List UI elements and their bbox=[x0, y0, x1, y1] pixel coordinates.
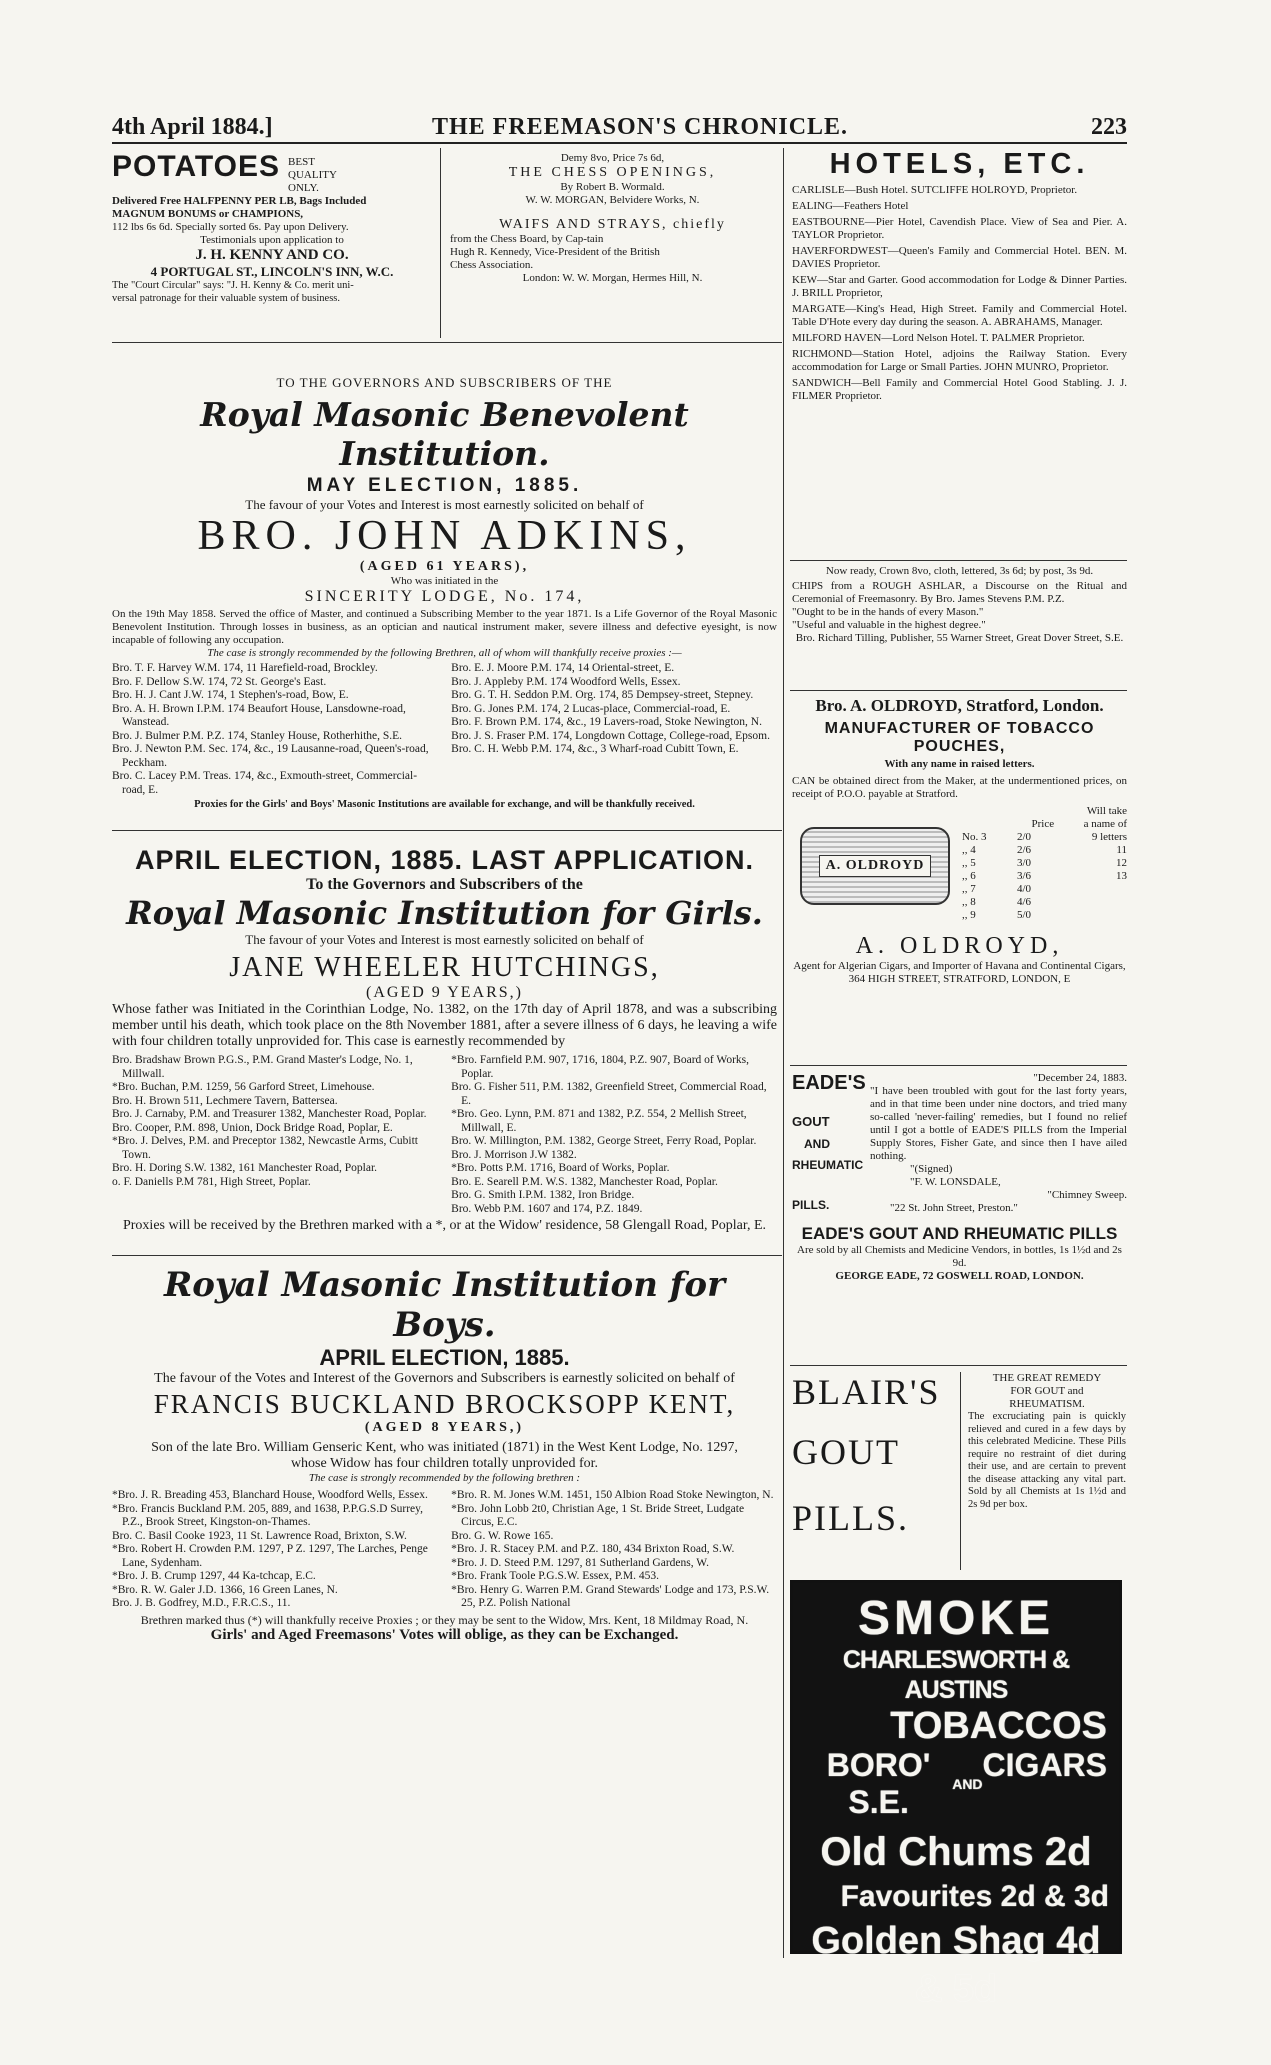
brother-entry: Bro. J. Newton P.M. Sec. 174, &c., 19 Lausanne-road, Queen's-road, Peckham. bbox=[112, 743, 429, 769]
brethren-list bbox=[112, 1054, 777, 1216]
oldroyd-name: A. OLDROYD, bbox=[855, 933, 1064, 959]
brother-entry: Bro. G. Fisher 511, P.M. 1382, Greenfield Street, Commercial Road, E. bbox=[451, 1081, 767, 1107]
girls-appeal bbox=[112, 845, 777, 1234]
brethren-column-left bbox=[112, 1489, 438, 1611]
brother-entry: *Bro. John Lobb 2t0, Christian Age, 1 St. Bride Street, Ludgate Circus, E.C. bbox=[451, 1502, 745, 1528]
brother-entry: Bro. J. B. Godfrey, M.D., F.R.C.S., 11. bbox=[112, 1597, 291, 1609]
eade-side-word: EADE'S bbox=[792, 1072, 866, 1094]
potatoes-line: The "Court Circular" says: "J. H. Kenny & Co. merit uni- bbox=[112, 280, 354, 291]
testimonial-text: "I have been troubled with gout for the last forty years, and in that time been under nine doctors, and tried many so-called 'never-failing' remedies, but I found no relief until I got a bottle of EADE'S PILLS from the Imperial Supply Stores, Fisher Gate, and since then I have ailed nothing. bbox=[870, 1085, 1127, 1162]
blair-body: The excruciating pain is quickly relieved and cured in a few days by this celebrated Medicine. These Pills require no restraint of diet during their use, and are certain to prevent the disease attacking any vital part. Sold by all Chemists at 1s 1½d and 2s 9d per box. bbox=[968, 1411, 1126, 1510]
hotel-entry: KEW—Star and Garter. Good accommodation for Lodge & Dinner Parties. J. BRILL Proprietor, bbox=[792, 274, 1127, 299]
eade-side-title bbox=[792, 1072, 870, 1218]
testimonial-line: "(Signed) bbox=[910, 1163, 953, 1175]
appeal-note: Proxies for the Girls' and Boys' Masonic Institutions are available for exchange, and will be thankfully received. bbox=[194, 799, 695, 810]
appeal-intro: TO THE GOVERNORS AND SUBSCRIBERS OF THE bbox=[276, 375, 613, 390]
column-rule bbox=[783, 148, 784, 1958]
price-cell: 11 bbox=[1116, 844, 1127, 856]
eade-side-word: AND bbox=[804, 1137, 830, 1151]
brethren-column-right bbox=[451, 1054, 777, 1216]
brother-entry: Bro. A. H. Brown I.P.M. 174 Beaufort House, Lansdowne-road, Wanstead. bbox=[112, 702, 406, 728]
appeal-intro: To the Governors and Subscribers of the bbox=[306, 876, 583, 893]
brother-entry: Bro. H. Brown 511, Lechmere Tavern, Battersea. bbox=[112, 1094, 338, 1107]
brother-entry: *Bro. J. Delves, P.M. and Preceptor 1382, Newcastle Arms, Cubitt Town. bbox=[112, 1135, 418, 1161]
chips-ad bbox=[792, 565, 1127, 645]
chess-book-title: WAIFS AND STRAYS, chiefly bbox=[499, 217, 726, 232]
blair-ad bbox=[792, 1372, 1127, 1572]
chess-line: from the Chess Board, by Cap-tain bbox=[450, 233, 604, 245]
eade-ad bbox=[792, 1072, 1127, 1283]
brother-entry: Bro. J. S. Fraser P.M. 174, Longdown Cottage, College-road, Epsom. bbox=[451, 729, 770, 742]
price-row bbox=[962, 896, 1127, 909]
hotel-entry: EALING—Feathers Hotel bbox=[792, 200, 909, 212]
price-table-note: Will take bbox=[1086, 805, 1127, 817]
brother-entry: o. F. Daniells P.M 781, High Street, Poplar. bbox=[112, 1175, 311, 1188]
testimonial-date: "December 24, 1883. bbox=[1033, 1072, 1127, 1084]
blair-heading: RHEUMATISM. bbox=[1009, 1398, 1085, 1410]
brother-entry: Bro. F. Dellow S.W. 174, 72 St. George's East. bbox=[112, 675, 327, 688]
price-cell bbox=[1072, 909, 1127, 922]
blair-word: BLAIR'S bbox=[792, 1372, 941, 1412]
tobacco-pouch-illustration bbox=[800, 827, 950, 905]
appeal-title: Royal Masonic Benevolent Institution. bbox=[200, 395, 689, 473]
brethren-column-right bbox=[451, 662, 777, 797]
girls-banner: APRIL ELECTION, 1885. LAST APPLICATION. bbox=[134, 845, 755, 875]
hotel-entry: SANDWICH—Bell Family and Commercial Hotel Good Stabling. J. J. FILMER Proprietor. bbox=[792, 377, 1127, 402]
brother-entry: Bro. F. Brown P.M. 174, &c., 19 Lavers-road, Stoke Newington, N. bbox=[451, 716, 762, 728]
election-heading: MAY ELECTION, 1885. bbox=[306, 475, 583, 496]
brethren-list bbox=[112, 1489, 777, 1611]
price-cell bbox=[1072, 896, 1127, 909]
name-col-header: a name of bbox=[1083, 818, 1127, 830]
brother-entry: Bro. G. Jones P.M. 174, 2 Lucas-place, Commercial-road, E. bbox=[451, 702, 731, 715]
oldroyd-heading: Bro. A. OLDROYD, Stratford, London. bbox=[815, 696, 1104, 715]
tobacco-ad-line: SMOKE bbox=[857, 1592, 1054, 1645]
section-rule bbox=[112, 830, 782, 831]
price-rows bbox=[962, 831, 1127, 922]
brother-entry: Bro. H. Doring S.W. 1382, 161 Manchester Road, Poplar. bbox=[112, 1162, 378, 1174]
brother-entry: Bro. J. Morrison J.W 1382. bbox=[451, 1148, 577, 1161]
blair-heading: THE GREAT REMEDY bbox=[992, 1372, 1102, 1384]
testimonial-line: "22 St. John Street, Preston." bbox=[890, 1202, 1018, 1214]
hotels-heading: HOTELS, ETC. bbox=[829, 148, 1090, 180]
hotel-entry: HAVERFORDWEST—Queen's Family and Commercial Hotel. BEN. M. DAVIES Proprietor. bbox=[792, 245, 1127, 270]
section-rule bbox=[112, 342, 782, 343]
chips-line: CHIPS from a ROUGH ASHLAR, a Discourse on the Ritual and Ceremonial of Freemasonry. By Bro. James Stevens P.M. P.Z. bbox=[792, 580, 1127, 605]
price-cell: ,, 4 bbox=[962, 844, 976, 856]
price-cell: 2/0 bbox=[1017, 831, 1032, 843]
potatoes-quality: BEST QUALITY ONLY. bbox=[288, 156, 337, 194]
candidate-age: (AGED 9 YEARS,) bbox=[366, 984, 523, 1001]
brother-entry: *Bro. Frank Toole P.G.S.W. Essex, P.M. 453. bbox=[451, 1570, 659, 1582]
price-row bbox=[962, 870, 1127, 883]
page-number: 223 bbox=[1091, 114, 1127, 140]
candidate-age: (AGED 8 YEARS,) bbox=[364, 1420, 525, 1435]
brother-entry: *Bro. Farnfield P.M. 907, 1716, 1804, P.Z. 907, Board of Works, Poplar. bbox=[451, 1054, 750, 1080]
potatoes-line: versal patronage for their valuable system of business. bbox=[112, 292, 341, 304]
chess-book-title: THE CHESS OPENINGS, bbox=[508, 165, 717, 180]
brother-entry: Bro. W. Millington, P.M. 1382, George Street, Ferry Road, Poplar. bbox=[451, 1135, 757, 1147]
tobacco-ad-line: Old Chums 2d bbox=[820, 1830, 1092, 1874]
appeal-favour: The favour of the Votes and Interest of the Governors and Subscribers is earnestly solicited on behalf of bbox=[154, 1371, 735, 1386]
candidate-name: JANE WHEELER HUTCHINGS, bbox=[229, 952, 660, 983]
eade-line: Are sold by all Chemists and Medicine Vendors, in bottles, 1s 1½d and 2s 9d. bbox=[797, 1244, 1122, 1269]
potatoes-heading: POTATOES bbox=[112, 150, 281, 183]
appeal-favour: The favour of your Votes and Interest is most earnestly solicited on behalf of bbox=[245, 932, 644, 947]
blair-word: GOUT bbox=[792, 1432, 900, 1472]
blair-heading: FOR GOUT and bbox=[1010, 1385, 1084, 1397]
price-row bbox=[962, 844, 1127, 857]
brother-entry: *Bro. Potts P.M. 1716, Board of Works, Poplar. bbox=[451, 1162, 670, 1174]
appeal-body: On the 19th May 1858. Served the office of Master, and continued a Subscribing Member to the year 1871. Is a Life Governor of the Royal Masonic Benevolent Institution. Through losses in business, as an optician and nautical instrument maker, severe illness and defective eyesight, is now incapable of following any occupation. bbox=[112, 608, 777, 646]
hotel-entry: MILFORD HAVEN—Lord Nelson Hotel. T. PALMER Proprietor. bbox=[792, 332, 1085, 344]
brother-entry: *Bro. J. D. Steed P.M. 1297, 81 Sutherland Gardens, W. bbox=[451, 1556, 709, 1569]
price-cell: 12 bbox=[1116, 857, 1127, 869]
hotel-entry: EASTBOURNE—Pier Hotel, Cavendish Place. View of Sea and Pier. A. TAYLOR Proprietor. bbox=[792, 216, 1127, 241]
tobacco-ad-line: CIGARS bbox=[982, 1747, 1107, 1783]
eade-address: GEORGE EADE, 72 GOSWELL ROAD, LONDON. bbox=[835, 1270, 1084, 1282]
tobacco-ad-line: Favourites 2d & 3d bbox=[840, 1880, 1109, 1913]
chess-line: Chess Association. bbox=[450, 259, 534, 271]
price-cell: No. 3 bbox=[962, 831, 987, 843]
price-cell bbox=[1072, 883, 1127, 896]
candidate-name: BRO. JOHN ADKINS, bbox=[197, 513, 692, 559]
brethren-column-left bbox=[112, 1054, 438, 1216]
tobacco-ad-line: AND bbox=[952, 1776, 983, 1792]
brother-entry: Bro. J. Carnaby, P.M. and Treasurer 1382, Manchester Road, Poplar. bbox=[112, 1108, 427, 1120]
brother-entry: Bro. Cooper, P.M. 898, Union, Dock Bridge Road, Poplar, E. bbox=[112, 1121, 393, 1134]
potatoes-address: 4 PORTUGAL ST., LINCOLN'S INN, W.C. bbox=[150, 264, 394, 279]
brethren-column-right bbox=[451, 1489, 777, 1611]
price-row bbox=[962, 857, 1127, 870]
price-cell: 5/0 bbox=[1017, 909, 1032, 921]
hotel-entry: CARLISLE—Bush Hotel. SUTCLIFFE HOLROYD, Proprietor. bbox=[792, 184, 1078, 196]
issue-date: 4th April 1884.] bbox=[112, 114, 273, 140]
chess-line: Hugh R. Kennedy, Vice-President of the British bbox=[450, 246, 660, 258]
brethren-list bbox=[112, 662, 777, 797]
brother-entry: Bro. T. F. Harvey W.M. 174, 11 Harefield-road, Brockley. bbox=[112, 662, 378, 674]
candidate-age: (AGED 61 YEARS), bbox=[359, 559, 530, 574]
brother-entry: Bro. Bradshaw Brown P.G.S., P.M. Grand Master's Lodge, No. 1, Millwall. bbox=[112, 1054, 413, 1080]
appeal-closing: Brethren marked thus (*) will thankfully receive Proxies ; or they may be sent to the Widow, Mrs. Kent, 18 Mildmay Road, N. bbox=[140, 1612, 749, 1627]
price-cell: ,, 7 bbox=[962, 883, 976, 895]
chips-line: Now ready, Crown 8vo, cloth, lettered, 3s 6d; by post, 3s 9d. bbox=[825, 565, 1094, 577]
chess-line: W. W. MORGAN, Belvidere Works, N. bbox=[525, 194, 700, 206]
chips-line: Bro. Richard Tilling, Publisher, 55 Warner Street, Great Dover Street, S.E. bbox=[795, 632, 1124, 644]
appeal-title: Royal Masonic Institution for Girls. bbox=[126, 894, 763, 932]
price-cell: 4/0 bbox=[1017, 883, 1032, 895]
oldroyd-line: Agent for Algerian Cigars, and Importer of Havana and Continental Cigars, bbox=[793, 960, 1126, 972]
price-cell: 3/0 bbox=[1017, 857, 1032, 869]
appeal-recommend: The case is strongly recommended by the following Brethren, all of whom will thankfully receive proxies :— bbox=[207, 647, 682, 659]
potatoes-merchant: J. H. KENNY AND CO. bbox=[195, 247, 349, 263]
newspaper-title: THE FREEMASON'S CHRONICLE. bbox=[432, 114, 849, 140]
appeal-closing: Proxies will be received by the Brethren marked with a *, or at the Widow' residence, 58 Glengall Road, Poplar, E. bbox=[122, 1218, 766, 1233]
chess-ad bbox=[450, 152, 775, 285]
price-row bbox=[962, 883, 1127, 896]
tobacco-ad-line: TOBACCOS bbox=[890, 1705, 1107, 1747]
brother-entry: *Bro. J. R. Breading 453, Blanchard House, Woodford Wells, Essex. bbox=[112, 1489, 428, 1501]
section-rule bbox=[790, 560, 1127, 561]
price-cell: ,, 9 bbox=[962, 909, 976, 921]
appeal-closing: Girls' and Aged Freemasons' Votes will oblige, as they can be Exchanged. bbox=[210, 1626, 679, 1643]
brother-entry: Bro. G. Smith I.P.M. 1382, Iron Bridge. bbox=[451, 1189, 635, 1201]
chips-line: "Ought to be in the hands of every Mason." bbox=[792, 606, 984, 618]
brother-entry: *Bro. R. M. Jones W.M. 1451, 150 Albion Road Stoke Newington, N. bbox=[451, 1489, 774, 1501]
hotel-entry: RICHMOND—Station Hotel, adjoins the Railway Station. Every accommodation for Large or Small Parties. JOHN MUNRO, Proprietor. bbox=[792, 348, 1127, 373]
brother-entry: Bro. G. T. H. Seddon P.M. Org. 174, 85 Dempsey-street, Stepney. bbox=[451, 689, 754, 701]
brother-entry: Bro. C. H. Webb P.M. 174, &c., 3 Wharf-road Cubitt Town, E. bbox=[451, 743, 739, 755]
blair-word: PILLS. bbox=[792, 1498, 910, 1538]
benevolent-appeal bbox=[112, 375, 777, 812]
tobacco-ad-line: Golden Shag 4d & 5d bbox=[811, 1920, 1101, 2010]
brother-entry: Bro. H. J. Cant J.W. 174, 1 Stephen's-road, Bow, E. bbox=[112, 689, 349, 701]
potatoes-line: Delivered Free HALFPENNY PER LB, Bags Included bbox=[112, 195, 367, 207]
brother-entry: Bro. C. Basil Cooke 1923, 11 St. Lawrence Road, Brixton, S.W. bbox=[112, 1529, 407, 1542]
oldroyd-subheading: MANUFACTURER OF TOBACCO POUCHES, bbox=[824, 720, 1095, 755]
column-rule bbox=[440, 148, 441, 338]
eade-banner: EADE'S GOUT AND RHEUMATIC PILLS bbox=[801, 1224, 1118, 1243]
potatoes-line: Testimonials upon application to bbox=[200, 234, 344, 246]
lodge-name: SINCERITY LODGE, No. 174, bbox=[304, 588, 585, 605]
brother-entry: *Bro. Buchan, P.M. 1259, 56 Garford Street, Limehouse. bbox=[112, 1081, 375, 1093]
brother-entry: *Bro. Francis Buckland P.M. 205, 889, and 1638, P.P.G.S.D Surrey, P.Z., Brook Street, Kingston-on-Thames. bbox=[112, 1502, 424, 1528]
price-col-header: Price bbox=[1031, 818, 1055, 830]
hotel-entry: MARGATE—King's Head, High Street. Family and Commercial Hotel. Table D'Hote every day during the season. A. ABRAHAMS, Manager. bbox=[792, 303, 1127, 328]
price-row bbox=[962, 831, 1127, 844]
boys-appeal bbox=[112, 1265, 777, 1644]
oldroyd-line: With any name in raised letters. bbox=[884, 758, 1035, 770]
price-cell: 2/6 bbox=[1017, 844, 1032, 856]
brother-entry: *Bro. Geo. Lynn, P.M. 871 and 1382, P.Z. 554, 2 Mellish Street, Millwall, E. bbox=[451, 1108, 747, 1134]
brother-entry: Bro. E. Searell P.M. W.S. 1382, Manchester Road, Poplar. bbox=[451, 1175, 718, 1188]
potatoes-line: MAGNUM BONUMS or CHAMPIONS, bbox=[112, 208, 304, 220]
pouch-label: A. OLDROYD bbox=[819, 855, 932, 877]
chess-line: London: W. W. Morgan, Hermes Hill, N. bbox=[522, 272, 703, 284]
price-cell: ,, 6 bbox=[962, 870, 976, 882]
brethren-column-left bbox=[112, 662, 438, 797]
oldroyd-address: 364 HIGH STREET, STRATFORD, LONDON, E bbox=[848, 973, 1071, 985]
price-cell: 13 bbox=[1116, 870, 1127, 882]
tobacco-ad bbox=[790, 1580, 1122, 2010]
eade-side-word: PILLS. bbox=[792, 1198, 830, 1212]
eade-side-word: GOUT bbox=[792, 1114, 830, 1129]
price-cell: 9 letters bbox=[1091, 831, 1127, 843]
hotels-section bbox=[792, 148, 1127, 406]
chips-line: "Useful and valuable in the highest degree." bbox=[792, 619, 986, 631]
brother-entry: *Bro. Robert H. Crowden P.M. 1297, P Z. 1297, The Larches, Penge Lane, Sydenham. bbox=[112, 1543, 428, 1569]
section-rule bbox=[790, 1065, 1127, 1066]
tobacco-ad-line: BORO' S.E. bbox=[826, 1747, 931, 1820]
eade-side-word: RHEUMATIC bbox=[792, 1158, 864, 1172]
candidate-name: FRANCIS BUCKLAND BROCKSOPP KENT, bbox=[153, 1389, 736, 1419]
price-cell: ,, 5 bbox=[962, 857, 976, 869]
appeal-line: Who was initiated in the bbox=[390, 575, 499, 587]
oldroyd-ad bbox=[792, 696, 1127, 986]
price-cell: ,, 8 bbox=[962, 896, 976, 908]
section-rule bbox=[790, 690, 1127, 691]
oldroyd-line: CAN be obtained direct from the Maker, at the undermentioned prices, on receipt of P.O.O. payable at Stratford. bbox=[792, 775, 1127, 800]
brother-entry: *Bro. Henry G. Warren P.M. Grand Stewards' Lodge and 173, P.S.W. 25, P.Z. Polish National bbox=[451, 1583, 770, 1609]
price-table bbox=[962, 805, 1127, 922]
appeal-favour: The favour of your Votes and Interest is most earnestly solicited on behalf of bbox=[245, 497, 644, 512]
brother-entry: Bro. C. Lacey P.M. Treas. 174, &c., Exmouth-street, Commercial-road, E. bbox=[112, 770, 418, 796]
appeal-recommend: The case is strongly recommended by the following brethren : bbox=[308, 1472, 581, 1484]
appeal-body: Whose father was Initiated in the Corinthian Lodge, No. 1382, on the 17th day of April 1878, and was a subscribing member until his death, which took place on the 8th November 1881, after a severe illness of 6 days, he leaving a wife with four children totally unprovided for. This case is earnestly recommended by bbox=[112, 1002, 777, 1049]
section-rule bbox=[112, 1255, 782, 1256]
chess-line: Demy 8vo, Price 7s 6d, bbox=[560, 152, 665, 164]
brother-entry: Bro. E. J. Moore P.M. 174, 14 Oriental-street, E. bbox=[451, 662, 675, 674]
testimonial-line: "Chimney Sweep. bbox=[1047, 1189, 1127, 1201]
brother-entry: *Bro. R. W. Galer J.D. 1366, 16 Green Lanes, N. bbox=[112, 1583, 338, 1596]
appeal-title: Royal Masonic Institution for Boys. bbox=[163, 1265, 726, 1345]
brother-entry: *Bro. J. B. Crump 1297, 44 Ka-tchcap, E.C. bbox=[112, 1570, 316, 1582]
brother-entry: Bro. J. Bulmer P.M. P.Z. 174, Stanley House, Rotherhithe, S.E. bbox=[112, 729, 403, 742]
testimonial-signature: "F. W. LONSDALE, bbox=[910, 1176, 1001, 1188]
price-row bbox=[962, 909, 1127, 922]
election-heading: APRIL ELECTION, 1885. bbox=[319, 1345, 570, 1370]
price-cell: 4/6 bbox=[1017, 896, 1032, 908]
page-header bbox=[112, 108, 1127, 144]
brother-entry: Bro. Webb P.M. 1607 and 174, P.Z. 1849. bbox=[451, 1202, 643, 1215]
brother-entry: Bro. G. W. Rowe 165. bbox=[451, 1529, 554, 1542]
potatoes-line: 112 lbs 6s 6d. Specially sorted 6s. Pay upon Delivery. bbox=[112, 221, 349, 233]
chess-line: By Robert B. Wormald. bbox=[560, 181, 665, 193]
brother-entry: Bro. J. Appleby P.M. 174 Woodford Wells, Essex. bbox=[451, 675, 681, 688]
section-rule bbox=[790, 1365, 1127, 1366]
price-cell: 3/6 bbox=[1017, 870, 1032, 882]
potatoes-ad bbox=[112, 150, 432, 305]
appeal-body: Son of the late Bro. William Genseric Kent, who was initiated (1871) in the West Kent Lodge, No. 1297, whose Widow has four children totally unprovided for. bbox=[151, 1440, 738, 1471]
hotel-list bbox=[792, 184, 1127, 403]
tobacco-ad-brand: CHARLESWORTH & AUSTINS bbox=[842, 1646, 1070, 1704]
brother-entry: *Bro. J. R. Stacey P.M. and P.Z. 180, 434 Brixton Road, S.W. bbox=[451, 1543, 735, 1555]
